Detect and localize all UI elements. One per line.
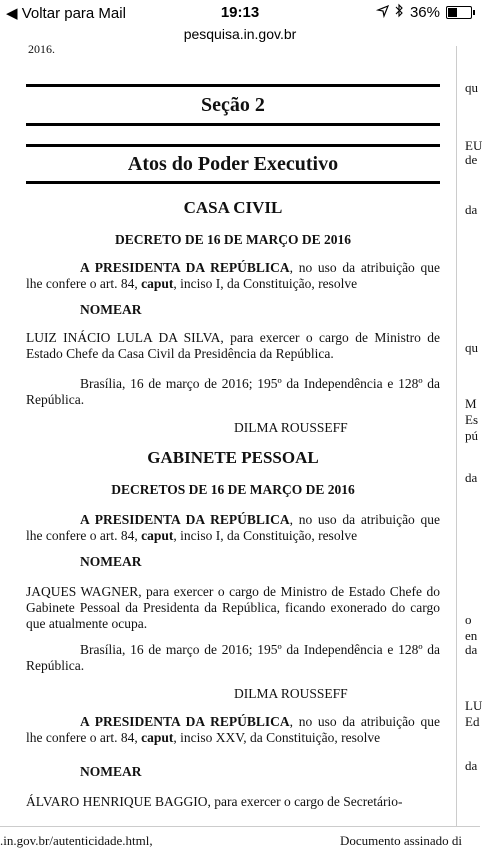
battery-icon: [446, 6, 472, 19]
decree1-body: LUIZ INÁCIO LULA DA SILVA, para exercer o cargo de Ministro de Estado Chefe da Casa Civil da Presidência da República.: [26, 330, 440, 361]
side-fragment: qu: [465, 340, 478, 355]
org-heading-gabinete-pessoal: GABINETE PESSOAL: [147, 448, 319, 467]
decree1-intro: A PRESIDENTA DA REPÚBLICA, no uso da atribuição que lhe confere o art. 84, caput, inciso I, da Constituição, resolve: [26, 260, 440, 291]
subsection-title: Atos do Poder Executivo: [26, 144, 440, 184]
side-fragment: LU: [465, 698, 482, 713]
decree2-title: DECRETOS DE 16 DE MARÇO DE 2016: [111, 482, 355, 497]
column-divider: [456, 46, 457, 826]
side-fragment: en: [465, 628, 478, 643]
decree1-title: DECRETO DE 16 DE MARÇO DE 2016: [114, 232, 352, 247]
section-title: Seção 2: [26, 84, 440, 126]
location-arrow-icon: [377, 4, 389, 21]
side-fragment: pú: [465, 428, 478, 443]
battery-percent: 36%: [409, 4, 440, 21]
status-icons: [377, 4, 472, 21]
org-heading-casa-civil: CASA CIVIL: [183, 198, 283, 217]
decree2-body: JAQUES WAGNER, para exercer o cargo de Ministro de Estado Chefe do Gabinete Pessoal da Presidenta da República, ficando exonerado do cargo que atualmente ocupa.: [26, 584, 440, 631]
clock: 19:13: [220, 4, 260, 21]
side-fragment: Ed: [465, 714, 480, 729]
side-fragment: M: [465, 396, 477, 411]
signed-document-note: Documento assinado di: [340, 833, 463, 848]
document-page: [0, 42, 482, 826]
side-fragment: de: [465, 152, 478, 167]
page-footer: [0, 826, 480, 856]
side-fragment: EU: [465, 138, 482, 153]
authenticity-url[interactable]: .in.gov.br/autenticidade.html,: [0, 833, 153, 848]
side-fragment: da: [465, 642, 478, 657]
side-fragment: qu: [465, 80, 478, 95]
decree1-place-date: Brasília, 16 de março de 2016; 195º da Independência e 128º da República.: [26, 376, 440, 407]
decree2-place-date: Brasília, 16 de março de 2016; 195º da Independência e 128º da República.: [26, 642, 440, 673]
decree3-intro: A PRESIDENTA DA REPÚBLICA, no uso da atribuição que lhe confere o art. 84, caput, inciso XXV, da Constituição, resolve: [26, 714, 440, 745]
signature-2: DILMA ROUSSEFF: [234, 686, 348, 701]
nomear-heading-1: NOMEAR: [80, 302, 142, 317]
cut-off-text: 2016.: [28, 42, 55, 56]
decree3-body: ÁLVARO HENRIQUE BAGGIO, para exercer o cargo de Secretário-: [26, 794, 403, 809]
next-column-fragment: [460, 46, 480, 826]
status-bar: [0, 0, 480, 26]
nomear-heading-2: NOMEAR: [80, 554, 142, 569]
signature-1: DILMA ROUSSEFF: [234, 420, 348, 435]
url-bar[interactable]: pesquisa.in.gov.br: [183, 26, 297, 42]
side-fragment: da: [465, 758, 478, 773]
side-fragment: da: [465, 470, 478, 485]
bluetooth-icon: [395, 4, 404, 21]
back-to-mail-link[interactable]: ◀ Voltar para Mail: [6, 5, 126, 22]
nomear-heading-3: NOMEAR: [80, 764, 142, 779]
decree2-intro: A PRESIDENTA DA REPÚBLICA, no uso da atribuição que lhe confere o art. 84, caput, inciso I, da Constituição, resolve: [26, 512, 440, 543]
side-fragment: o: [465, 612, 472, 627]
side-fragment: Es: [465, 412, 478, 427]
side-fragment: da: [465, 202, 478, 217]
